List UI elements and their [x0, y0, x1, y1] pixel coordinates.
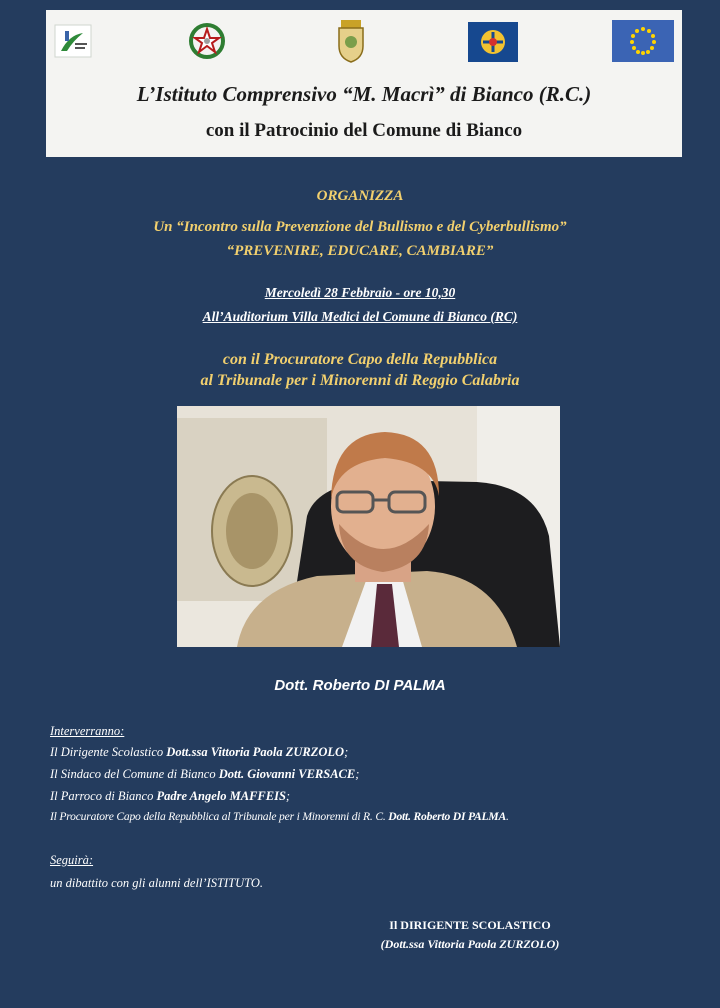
- signature-name: (Dott.ssa Vittoria Paola ZURZOLO): [380, 937, 560, 951]
- speaker-punct: ;: [355, 767, 360, 781]
- speaker-item: [50, 745, 348, 760]
- guest-line-2: al Tribunale per i Minorenni di Reggio Calabria: [200, 372, 520, 389]
- speaker-person: Dott. Roberto DI PALMA: [388, 810, 507, 823]
- school-logo-icon: [52, 18, 94, 64]
- comune-crest-icon: [330, 18, 372, 64]
- header-subtitle: con il Patrocinio del Comune di Bianco: [205, 120, 523, 141]
- speakers-heading: Interverranno:: [50, 724, 125, 738]
- speaker-punct: ;: [285, 789, 291, 803]
- event-title-line: Un “Incontro sulla Prevenzione del Bullismo e del Cyberbullismo”: [153, 219, 567, 235]
- speaker-role: Il Procuratore Capo della Repubblica al Tribunale per i Minorenni di R. C.: [50, 810, 389, 823]
- speaker-item: [50, 810, 509, 823]
- speaker-item: [50, 767, 359, 782]
- speaker-punct: ;: [344, 745, 349, 759]
- event-date: Mercoledì 28 Febbraio - ore 10,30: [264, 285, 456, 300]
- speaker-person: Padre Angelo MAFFEIS: [156, 789, 286, 803]
- speaker-person: Dott. Giovanni VERSACE: [218, 767, 356, 781]
- italian-republic-emblem-icon: [186, 18, 228, 64]
- calabria-flag-icon: [468, 22, 518, 62]
- speaker-punct: .: [506, 810, 509, 823]
- speaker-item: [50, 789, 290, 804]
- speaker-role: Il Sindaco del Comune di Bianco: [50, 767, 219, 781]
- header-banner: [46, 10, 682, 157]
- event-venue: All’Auditorium Villa Medici del Comune di Bianco (RC): [202, 309, 518, 324]
- header-title: L’Istituto Comprensivo “M. Macrì” di Bianco (R.C.): [136, 82, 592, 106]
- speaker-person: Dott.ssa Vittoria Paola ZURZOLO: [166, 745, 345, 759]
- eu-flag-icon: [612, 20, 674, 62]
- speaker-role: Il Dirigente Scolastico: [50, 745, 167, 759]
- follow-text: un dibattito con gli alunni dell’ISTITUTO.: [50, 876, 263, 890]
- follow-heading: Seguirà:: [50, 853, 94, 867]
- guest-line-1: con il Procuratore Capo della Repubblica: [222, 351, 498, 368]
- speaker-role: Il Parroco di Bianco: [50, 789, 157, 803]
- speaker-name: Dott. Roberto DI PALMA: [274, 677, 446, 694]
- signature-role: Il DIRIGENTE SCOLASTICO: [389, 918, 551, 932]
- event-motto-line: “PREVENIRE, EDUCARE, CAMBIARE”: [226, 243, 494, 259]
- organizza-heading: ORGANIZZA: [316, 188, 404, 204]
- speaker-photo: [177, 406, 560, 647]
